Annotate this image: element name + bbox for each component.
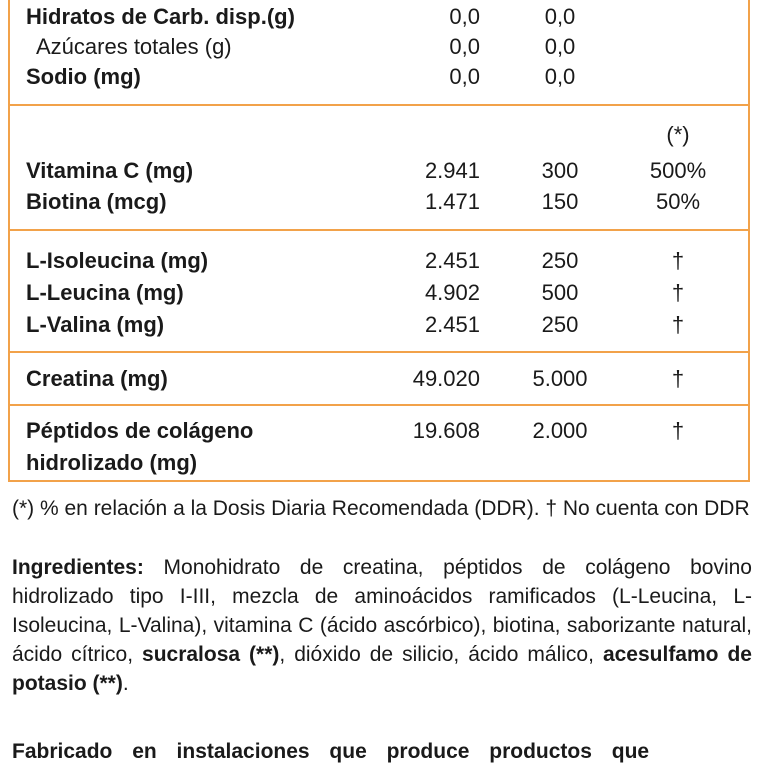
table-row [10, 416, 750, 446]
table-divider [10, 229, 750, 231]
table-row [10, 2, 750, 32]
manufacturing-note: Fabricado en instalaciones que produce productos que [12, 740, 650, 763]
value-per-portion: 150 [541, 189, 579, 214]
table-row [10, 310, 750, 340]
allergen-sucralosa: sucralosa (**) [142, 643, 280, 666]
nutrient-name: Azúcares totales (g) [36, 34, 232, 59]
value-per-100: 0,0 [449, 64, 480, 89]
value-per-100: 2.451 [424, 248, 480, 273]
value-per-100: 19.608 [412, 418, 480, 443]
nutrient-name: Péptidos de colágeno [26, 418, 254, 443]
value-per-portion: 0,0 [544, 34, 576, 59]
nutrient-name: Biotina (mcg) [26, 189, 167, 214]
ingredients-end: . [122, 672, 129, 695]
table-row [10, 62, 750, 92]
ddr-value: † [671, 366, 685, 391]
value-per-portion: 300 [541, 158, 579, 183]
nutrient-name: Creatina (mg) [26, 366, 168, 391]
value-per-100: 0,0 [449, 4, 480, 29]
value-per-portion: 250 [541, 248, 579, 273]
nutrient-name: L-Leucina (mg) [26, 280, 184, 305]
ddr-value: † [671, 418, 685, 443]
ddr-value: † [671, 280, 685, 305]
ddr-value: † [671, 312, 685, 337]
table-row [10, 32, 750, 62]
value-per-100: 0,0 [449, 34, 480, 59]
table-row [10, 187, 750, 217]
footnote: (*) % en relación a la Dosis Diaria Recomendada (DDR). † No cuenta con DDR [12, 497, 750, 520]
table-row [10, 246, 750, 276]
nutrient-name: Hidratos de Carb. disp.(g) [26, 4, 295, 29]
value-per-100: 2.941 [424, 158, 480, 183]
value-per-portion: 250 [541, 312, 579, 337]
table-row [10, 364, 750, 394]
nutrient-name: L-Valina (mg) [26, 312, 165, 337]
table-header-row [10, 120, 750, 150]
table-row [10, 156, 750, 186]
value-per-portion: 0,0 [544, 4, 576, 29]
ingredients-paragraph [12, 553, 752, 698]
nutrient-name: hidrolizado (mg) [26, 450, 198, 475]
value-per-100: 1.471 [424, 189, 480, 214]
value-per-100: 49.020 [412, 366, 480, 391]
value-per-100: 4.902 [424, 280, 480, 305]
ddr-value: 50% [655, 189, 701, 214]
ingredients-text: , dióxido de silicio, ácido málico, [279, 643, 603, 666]
nutrient-name: Vitamina C (mg) [26, 158, 194, 183]
nutrient-name: L-Isoleucina (mg) [26, 248, 209, 273]
ddr-value: 500% [649, 158, 707, 183]
ddr-header: (*) [666, 122, 690, 147]
value-per-100: 2.451 [424, 312, 480, 337]
table-divider [10, 351, 750, 353]
ingredients-label: Ingredientes: [12, 556, 144, 579]
table-divider [10, 104, 750, 106]
allergen-acesulfamo: acesulfamo de potasio (**) [12, 643, 752, 695]
table-divider [10, 404, 750, 406]
value-per-portion: 5.000 [532, 366, 588, 391]
ingredients-text: Monohidrato de creatina, péptidos de colágeno bovino hidrolizado tipo I-III, mezcla de aminoácidos ramificados (L-Leucina, L-Isoleucina, L-Valina), vitamina C (ácido ascórbico), biotina, saborizante natural, ácido cítrico, [12, 556, 752, 666]
value-per-portion: 500 [541, 280, 579, 305]
nutrient-name: Sodio (mg) [26, 64, 141, 89]
ddr-value: † [671, 248, 685, 273]
table-row [10, 278, 750, 308]
value-per-portion: 2.000 [532, 418, 588, 443]
value-per-portion: 0,0 [544, 64, 576, 89]
table-row-continuation [10, 448, 750, 478]
